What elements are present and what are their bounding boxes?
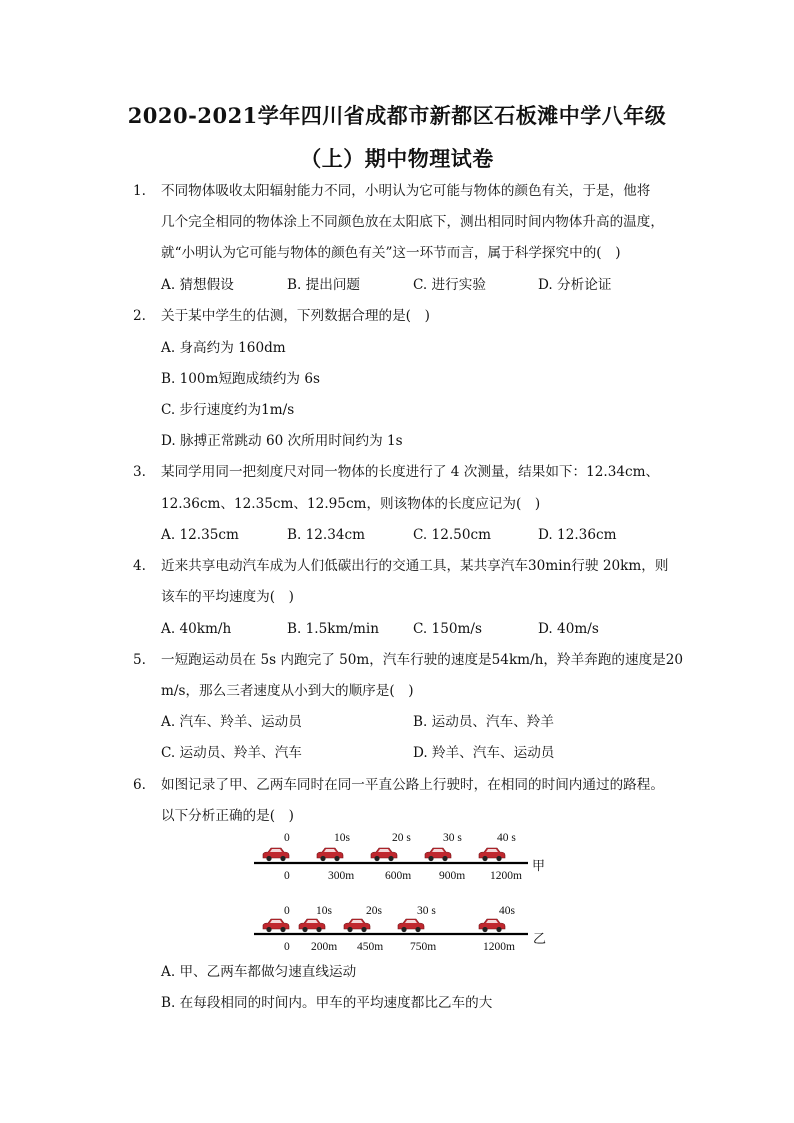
jia-car-icon xyxy=(479,848,505,861)
option-d[interactable]: D. 羚羊、汽车、运动员 xyxy=(413,745,555,761)
option-b[interactable]: B. 提出问题 xyxy=(287,277,361,293)
option-b[interactable]: B. 1.5km/min xyxy=(287,621,379,637)
option-a[interactable]: A. 40km/h xyxy=(161,621,232,637)
yi-car-icon xyxy=(263,919,289,932)
yi-distance-label: 750m xyxy=(410,941,437,953)
yi-distance-label: 200m xyxy=(311,941,338,953)
option-c[interactable]: C. 步行速度约为1m/s xyxy=(161,402,295,418)
option-a[interactable]: A. 甲、乙两车都做匀速直线运动 xyxy=(161,964,357,980)
question-number: 6. xyxy=(133,777,146,793)
option-c[interactable]: C. 150m/s xyxy=(413,621,482,637)
option-a[interactable]: A. 汽车、羚羊、运动员 xyxy=(161,714,302,730)
option-c[interactable]: C. 12.50cm xyxy=(413,527,491,543)
car-track-diagram xyxy=(250,826,532,946)
question-text-line: 关于某中学生的估测，下列数据合理的是( ) xyxy=(161,308,430,324)
yi-time-label: 40s xyxy=(499,905,515,917)
yi-car-icon xyxy=(479,919,505,932)
question-text-line: 12.36cm、12.35cm、12.95cm，则该物体的长度应记为( ) xyxy=(161,496,541,512)
jia-label: 甲 xyxy=(532,859,546,874)
option-a[interactable]: A. 12.35cm xyxy=(161,527,239,543)
yi-time-label: 20s xyxy=(366,905,382,917)
question-text-line: 某同学用同一把刻度尺对同一物体的长度进行了 4 次测量，结果如下：12.34cm、 xyxy=(161,464,660,480)
question-text-line: 如图记录了甲、乙两车同时在同一平直公路上行驶时，在相同的时间内通过的路程。 xyxy=(161,777,664,793)
jia-time-label: 30 s xyxy=(443,832,462,844)
question-text-line: m/s，那么三者速度从小到大的顺序是( ) xyxy=(161,683,414,699)
question-number: 3. xyxy=(133,464,146,480)
option-b[interactable]: B. 12.34cm xyxy=(287,527,366,543)
jia-car-icon xyxy=(263,848,289,861)
yi-car-icon xyxy=(344,919,370,932)
question-text-line: 就“小明认为它可能与物体的颜色有关”这一环节而言，属于科学探究中的( ) xyxy=(161,245,621,261)
jia-time-label: 40 s xyxy=(497,832,516,844)
option-b[interactable]: B. 在每段相同的时间内。甲车的平均速度都比乙车的大 xyxy=(161,995,493,1011)
question-text-line: 几个完全相同的物体涂上不同颜色放在太阳底下，测出相同时间内物体升高的温度， xyxy=(161,214,664,230)
jia-time-label: 10s xyxy=(334,832,350,844)
yi-time-label: 0 xyxy=(284,905,290,917)
title-line-1: 2020-2021学年四川省成都市新都区石板滩中学八年级 xyxy=(127,103,667,128)
yi-distance-label: 1200m xyxy=(483,941,515,953)
jia-time-label: 20 s xyxy=(392,832,411,844)
option-a[interactable]: A. 身高约为 160dm xyxy=(161,340,286,356)
jia-distance-label: 0 xyxy=(284,870,290,882)
option-a[interactable]: A. 猜想假设 xyxy=(161,277,234,293)
question-number: 5. xyxy=(133,652,146,668)
question-number: 1. xyxy=(133,183,146,199)
question-text-line: 以下分析正确的是( ) xyxy=(161,808,294,824)
yi-label: 乙 xyxy=(533,932,547,947)
jia-car-icon xyxy=(425,848,451,861)
jia-distance-label: 900m xyxy=(439,870,466,882)
jia-time-label: 0 xyxy=(284,832,290,844)
jia-car-icon xyxy=(371,848,397,861)
option-d[interactable]: D. 40m/s xyxy=(538,621,599,637)
question-text-line: 近来共享电动汽车成为人们低碳出行的交通工具，某共享汽车30min行驶 20km，则 xyxy=(161,558,669,574)
question-text-line: 该车的平均速度为( ) xyxy=(161,589,294,605)
jia-distance-label: 300m xyxy=(328,870,355,882)
option-b[interactable]: B. 100m短跑成绩约为 6s xyxy=(161,371,320,387)
yi-distance-label: 0 xyxy=(284,941,290,953)
option-d[interactable]: D. 脉搏正常跳动 60 次所用时间约为 1s xyxy=(161,433,403,449)
jia-distance-label: 600m xyxy=(385,870,412,882)
question-number: 4. xyxy=(133,558,146,574)
option-d[interactable]: D. 12.36cm xyxy=(538,527,617,543)
option-d[interactable]: D. 分析论证 xyxy=(538,277,612,293)
yi-distance-label: 450m xyxy=(357,941,384,953)
yi-car-icon xyxy=(299,919,325,932)
question-number: 2. xyxy=(133,308,146,324)
yi-car-icon xyxy=(398,919,424,932)
option-b[interactable]: B. 运动员、汽车、羚羊 xyxy=(413,714,554,730)
yi-time-label: 10s xyxy=(316,905,332,917)
option-c[interactable]: C. 进行实验 xyxy=(413,277,486,293)
jia-car-icon xyxy=(317,848,343,861)
question-text-line: 不同物体吸收太阳辐射能力不同，小明认为它可能与物体的颜色有关，于是，他将 xyxy=(161,183,651,199)
title-line-2: （上）期中物理试卷 xyxy=(300,146,494,171)
option-c[interactable]: C. 运动员、羚羊、汽车 xyxy=(161,745,302,761)
question-text-line: 一短跑运动员在 5s 内跑完了 50m，汽车行驶的速度是54km/h，羚羊奔跑的速度是20 xyxy=(161,652,684,668)
jia-distance-label: 1200m xyxy=(490,870,522,882)
yi-time-label: 30 s xyxy=(417,905,436,917)
